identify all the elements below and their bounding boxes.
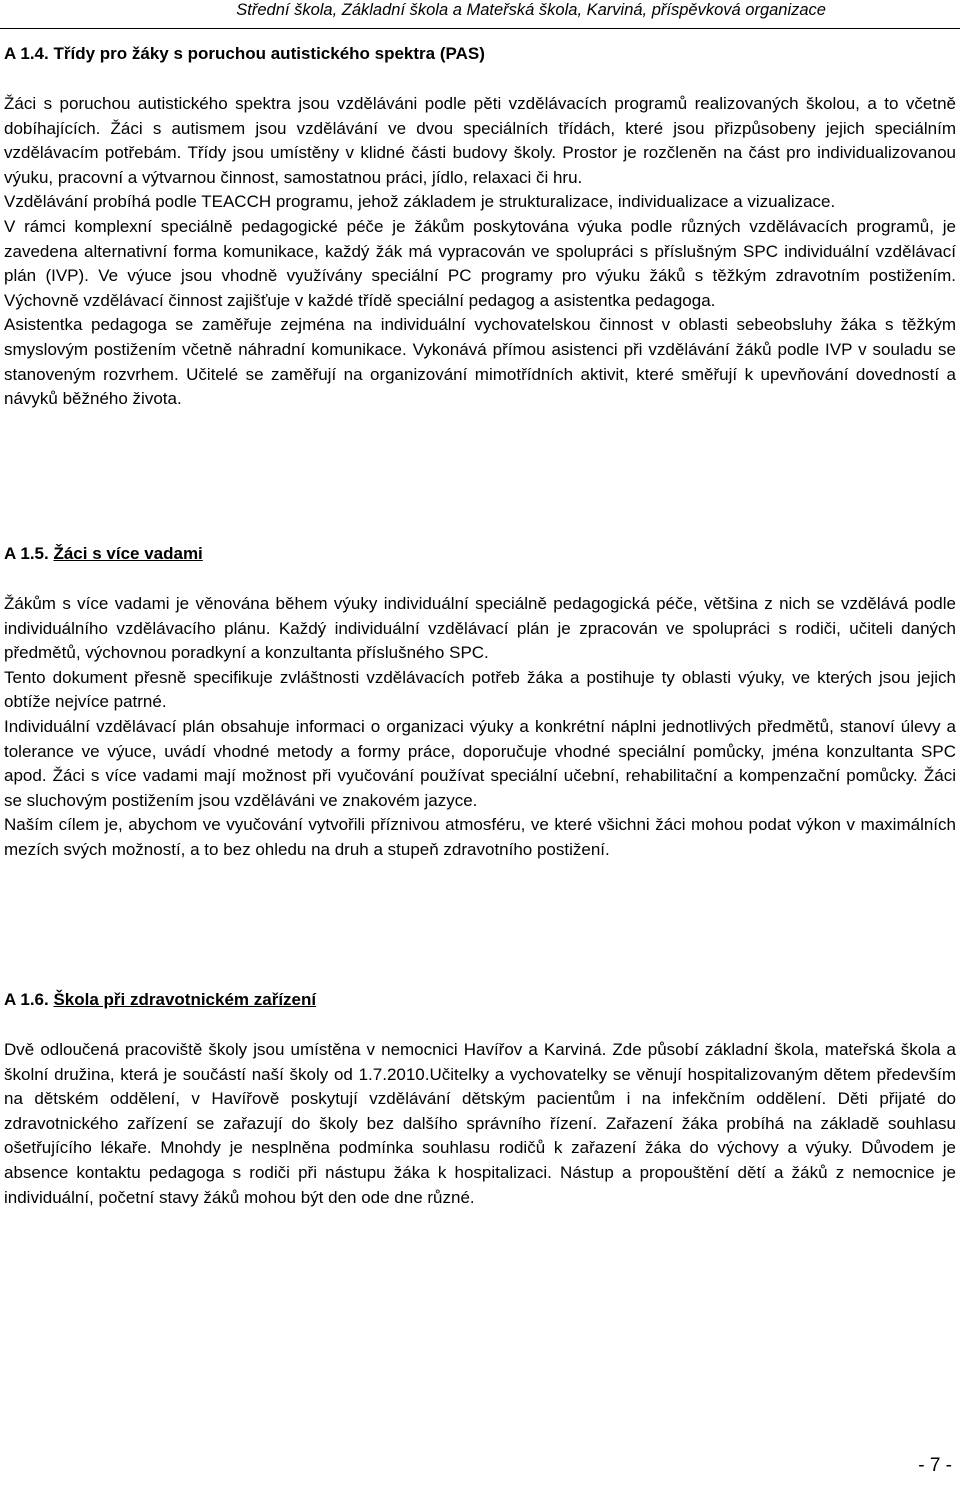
section-title: Žáci s více vadami bbox=[53, 544, 203, 563]
page-number: - 7 - bbox=[918, 1455, 952, 1476]
paragraph: Asistentka pedagoga se zaměřuje zejména na individuální vychovatelskou činnost v oblasti sebeobsluhy žáka s těžkým smyslovým postižením včetně náhradní komunikace. Vykonává přímou asistenci při vzdělávání žáků podle IVP v souladu se stanoveným rozvrhem. Učitelé se zaměřují na organizování mimotřídních aktivit, které směřují k upevňování dovedností a návyků běžného života. bbox=[4, 315, 956, 409]
section-number: A 1.4. bbox=[4, 44, 49, 63]
paragraph: Žáci s poruchou autistického spektra jsou vzděláváni podle pěti vzdělávacích programů realizovaných školou, a to včetně dobíhajících. Žáci s autismem jsou vzdělávání ve dvou speciálních třídách, které jsou přizpůsobeny jejich speciálním vzdělávacím potřebám. Třídy jsou umístěny v klidné části budovy školy. Prostor je rozčleněn na část pro individualizovanou výuku, pracovní a výtvarnou činnost, samostatnou práci, jídlo, relaxaci či hru. bbox=[4, 94, 956, 187]
paragraph: Žákům s více vadami je věnována během výuky individuální speciálně pedagogická péče, většina z nich se vzdělává podle individuálního vzdělávacího plánu. Každý individuální vzdělávací plán je zpracován ve spolupráci s rodiči, učiteli daných předmětů, výchovnou poradkyní a konzultanta příslušného SPC. bbox=[4, 594, 956, 663]
section-a-1-5 bbox=[4, 544, 956, 863]
paragraph: Vzdělávání probíhá podle TEACCH programu, jehož základem je strukturalizace, individualizace a vizualizace. bbox=[4, 192, 836, 212]
section-number: A 1.5. bbox=[4, 544, 49, 563]
section-heading bbox=[4, 544, 956, 564]
paragraph: Naším cílem je, abychom ve vyučování vytvořili příznivou atmosféru, ve které všichni žáci mohou podat výkon v maximálních mezích svých možností, a to bez ohledu na druh a stupeň zdravotního postižení. bbox=[4, 815, 956, 859]
running-header: Střední škola, Základní škola a Mateřská škola, Karviná, příspěvková organizace bbox=[236, 1, 826, 19]
paragraph: Individuální vzdělávací plán obsahuje informaci o organizaci výuky a konkrétní náplni jednotlivých předmětů, stanoví úlevy a tolerance ve výuce, uvádí vhodné metody a formy práce, doporučuje vhodné speciální pomůcky, jména konzultanta SPC apod. Žáci s více vadami mají možnost při vyučování používat speciální učební, rehabilitační a kompenzační pomůcky. Žáci se sluchovým postižením jsou vzděláváni ve znakovém jazyce. bbox=[4, 716, 956, 810]
paragraph: V rámci komplexní speciálně pedagogické péče je žákům poskytována výuka podle různých vzdělávacích programů, je zavedena alternativní forma komunikace, každý žák má vypracován ve spolupráci s příslušným SPC individuální vzdělávací plán (IVP). Ve výuce jsou vhodně využívány speciální PC programy pro výuku žáků s těžkým zdravotním postižením. Výchovně vzdělávací činnost zajišťuje v každé třídě speciální pedagog a asistentka pedagoga. bbox=[4, 216, 956, 310]
section-heading bbox=[4, 44, 956, 64]
paragraph: Tento dokument přesně specifikuje zvláštnosti vzdělávacích potřeb žáka a postihuje ty oblasti výuky, ve kterých jsou jejich obtíže nejvíce patrné. bbox=[4, 667, 956, 712]
paragraph: Dvě odloučená pracoviště školy jsou umístěna v nemocnici Havířov a Karviná. Zde působí základní škola, mateřská škola a školní družina, která je součástí naší školy od 1.7.2010.Učitelky a vychovatelky se věnují hospitalizovaným dětem především na dětském oddělení, v Havířově poskytují vzdělávání dětským pacientům i na infekčním oddělení. Děti přijaté do zdravotnického zařízení se zařazují do školy bez dalšího správního řízení. Zařazení žáka probíhá na základě souhlasu ošetřujícího lékaře. Mnohdy je nesplněna podmínka souhlasu rodičů k zařazení žáka do výchovy a výuky. Důvodem je absence kontaktu pedagoga s rodiči při nástupu žáka k hospitalizaci. Nástup a propouštění dětí a žáků z nemocnice je individuální, početní stavy žáků mohou být den ode dne různé. bbox=[4, 1040, 956, 1207]
section-title: Škola při zdravotnickém zařízení bbox=[53, 990, 317, 1009]
section-number: A 1.6. bbox=[4, 990, 49, 1009]
section-a-1-6 bbox=[4, 990, 956, 1210]
header-rule bbox=[0, 28, 960, 29]
section-heading bbox=[4, 990, 956, 1010]
section-title: Třídy pro žáky s poruchou autistického spektra (PAS) bbox=[53, 44, 485, 63]
section-a-1-4 bbox=[4, 44, 956, 412]
